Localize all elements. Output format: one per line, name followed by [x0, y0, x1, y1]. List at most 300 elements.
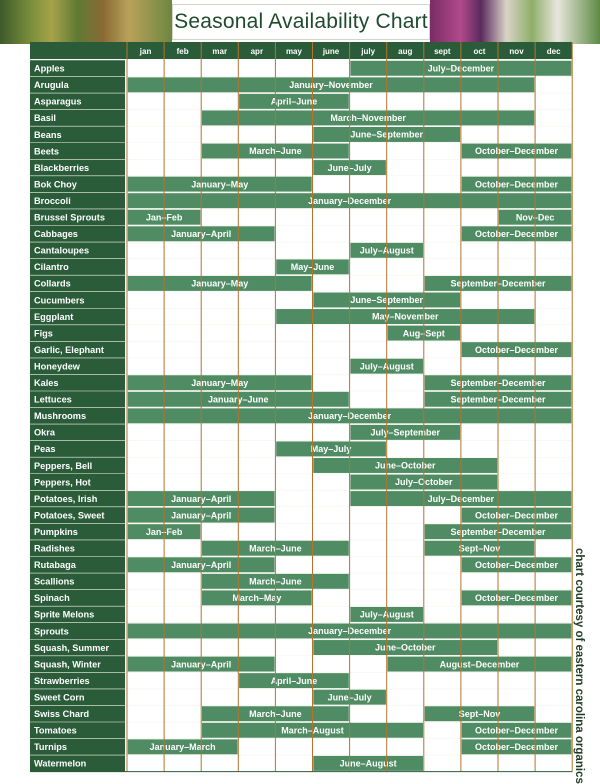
- item-label: Garlic, Elephant: [34, 344, 104, 355]
- empty-cell: [165, 293, 201, 308]
- empty-cell: [425, 756, 461, 771]
- empty-cell: [128, 259, 164, 274]
- empty-cell: [462, 425, 498, 440]
- item-label: Cantaloupes: [34, 245, 90, 256]
- empty-cell: [462, 441, 498, 456]
- empty-cell: [128, 243, 164, 258]
- empty-cell: [202, 441, 238, 456]
- empty-cell: [276, 475, 312, 490]
- period-label: June–August: [339, 758, 397, 769]
- empty-cell: [239, 441, 275, 456]
- period-label: January–May: [191, 377, 249, 388]
- item-label: Cucumbers: [34, 295, 85, 306]
- empty-cell: [350, 739, 386, 754]
- empty-cell: [202, 458, 238, 473]
- period-label: March–June: [249, 576, 302, 587]
- empty-cell: [239, 160, 275, 175]
- empty-cell: [536, 425, 572, 440]
- month-label: aug: [398, 47, 413, 56]
- empty-cell: [165, 425, 201, 440]
- empty-cell: [276, 293, 312, 308]
- empty-cell: [499, 690, 535, 705]
- empty-cell: [499, 475, 535, 490]
- empty-cell: [350, 574, 386, 589]
- period-label: April–June: [270, 675, 318, 686]
- empty-cell: [388, 673, 424, 688]
- empty-cell: [536, 607, 572, 622]
- empty-cell: [239, 607, 275, 622]
- period-label: July–December: [427, 493, 495, 504]
- empty-cell: [128, 475, 164, 490]
- empty-cell: [425, 590, 461, 605]
- empty-cell: [462, 127, 498, 142]
- item-label: Radishes: [34, 543, 75, 554]
- period-label: January–May: [191, 278, 249, 289]
- empty-cell: [202, 259, 238, 274]
- empty-cell: [128, 160, 164, 175]
- item-label: Beets: [34, 146, 60, 157]
- empty-cell: [499, 127, 535, 142]
- item-label: Peppers, Hot: [34, 477, 91, 488]
- empty-cell: [350, 259, 386, 274]
- period-label: January–April: [171, 510, 232, 521]
- empty-cell: [388, 160, 424, 175]
- item-label: Cilantro: [34, 262, 69, 273]
- empty-cell: [388, 524, 424, 539]
- empty-cell: [239, 458, 275, 473]
- empty-cell: [128, 590, 164, 605]
- period-label: July–December: [427, 63, 495, 74]
- item-label: Swiss Chard: [34, 709, 90, 720]
- item-label: Arugula: [34, 80, 69, 91]
- empty-cell: [350, 590, 386, 605]
- empty-cell: [350, 657, 386, 672]
- period-label: Nov–Dec: [515, 212, 555, 223]
- empty-cell: [239, 243, 275, 258]
- item-label: Rutabaga: [34, 560, 76, 571]
- empty-cell: [499, 640, 535, 655]
- empty-cell: [128, 574, 164, 589]
- month-label: sept: [434, 47, 451, 56]
- empty-cell: [499, 359, 535, 374]
- empty-cell: [350, 557, 386, 572]
- empty-cell: [128, 94, 164, 109]
- empty-cell: [276, 160, 312, 175]
- empty-cell: [313, 524, 349, 539]
- item-label: Figs: [34, 328, 53, 339]
- empty-cell: [425, 243, 461, 258]
- empty-cell: [313, 226, 349, 241]
- empty-cell: [536, 110, 572, 125]
- item-label: Blackberries: [34, 162, 90, 173]
- empty-cell: [165, 673, 201, 688]
- empty-cell: [165, 574, 201, 589]
- empty-cell: [462, 607, 498, 622]
- month-label: nov: [509, 47, 524, 56]
- empty-cell: [128, 723, 164, 738]
- empty-cell: [536, 259, 572, 274]
- period-label: July–August: [359, 609, 414, 620]
- empty-cell: [313, 590, 349, 605]
- empty-cell: [128, 326, 164, 341]
- credit-text: chart courtesy of eastern carolina organics: [573, 548, 585, 784]
- empty-cell: [276, 524, 312, 539]
- empty-cell: [388, 259, 424, 274]
- empty-cell: [165, 127, 201, 142]
- period-label: August–December: [439, 659, 520, 670]
- period-label: September–December: [450, 526, 546, 537]
- empty-cell: [165, 706, 201, 721]
- item-label: Basil: [34, 113, 56, 124]
- empty-cell: [276, 342, 312, 357]
- empty-cell: [350, 326, 386, 341]
- period-label: Sept–Nov: [458, 708, 501, 719]
- empty-cell: [499, 243, 535, 258]
- empty-cell: [239, 739, 275, 754]
- empty-cell: [202, 309, 238, 324]
- empty-cell: [388, 508, 424, 523]
- empty-cell: [499, 293, 535, 308]
- period-label: October–December: [475, 725, 559, 736]
- empty-cell: [536, 441, 572, 456]
- empty-cell: [239, 309, 275, 324]
- period-label: January–November: [289, 80, 373, 91]
- empty-cell: [350, 226, 386, 241]
- empty-cell: [313, 342, 349, 357]
- item-label: Tomatoes: [34, 725, 77, 736]
- month-label: jan: [139, 47, 152, 56]
- empty-cell: [276, 690, 312, 705]
- period-label: October–December: [475, 510, 559, 521]
- empty-cell: [536, 673, 572, 688]
- empty-cell: [165, 541, 201, 556]
- period-label: January–May: [191, 179, 249, 190]
- empty-cell: [425, 259, 461, 274]
- empty-cell: [388, 574, 424, 589]
- empty-cell: [276, 557, 312, 572]
- period-label: January–December: [308, 411, 392, 422]
- empty-cell: [313, 657, 349, 672]
- empty-cell: [239, 293, 275, 308]
- empty-cell: [499, 259, 535, 274]
- empty-cell: [388, 590, 424, 605]
- period-label: October–December: [475, 742, 559, 753]
- empty-cell: [128, 127, 164, 142]
- empty-cell: [276, 756, 312, 771]
- empty-cell: [499, 441, 535, 456]
- empty-cell: [276, 607, 312, 622]
- period-label: January–March: [149, 742, 216, 753]
- empty-cell: [536, 127, 572, 142]
- empty-cell: [536, 475, 572, 490]
- month-label: oct: [473, 47, 486, 56]
- item-label: Sprouts: [34, 626, 69, 637]
- month-label: june: [322, 47, 340, 56]
- empty-cell: [165, 110, 201, 125]
- empty-cell: [165, 259, 201, 274]
- period-label: March–November: [330, 113, 406, 124]
- item-label: Beans: [34, 129, 62, 140]
- empty-cell: [239, 259, 275, 274]
- empty-cell: [313, 359, 349, 374]
- empty-cell: [462, 756, 498, 771]
- empty-cell: [128, 458, 164, 473]
- empty-cell: [313, 177, 349, 192]
- empty-cell: [536, 94, 572, 109]
- empty-cell: [202, 673, 238, 688]
- empty-cell: [536, 309, 572, 324]
- empty-cell: [202, 61, 238, 76]
- period-label: June–October: [374, 460, 436, 471]
- period-label: January–December: [308, 195, 392, 206]
- empty-cell: [202, 160, 238, 175]
- empty-cell: [276, 243, 312, 258]
- empty-cell: [276, 640, 312, 655]
- period-label: June–July: [327, 162, 372, 173]
- period-label: May–June: [290, 262, 335, 273]
- item-label: Peas: [34, 444, 56, 455]
- empty-cell: [239, 359, 275, 374]
- period-label: March–June: [249, 543, 302, 554]
- empty-cell: [202, 524, 238, 539]
- empty-cell: [313, 326, 349, 341]
- empty-cell: [202, 359, 238, 374]
- item-label: Watermelon: [34, 758, 87, 769]
- empty-cell: [425, 673, 461, 688]
- empty-cell: [499, 756, 535, 771]
- empty-cell: [313, 739, 349, 754]
- period-label: June–October: [374, 642, 436, 653]
- period-label: March–August: [281, 725, 344, 736]
- empty-cell: [239, 756, 275, 771]
- empty-cell: [276, 657, 312, 672]
- empty-cell: [425, 226, 461, 241]
- empty-cell: [425, 177, 461, 192]
- empty-cell: [388, 541, 424, 556]
- empty-cell: [425, 508, 461, 523]
- item-label: Brussel Sprouts: [34, 212, 105, 223]
- empty-cell: [388, 739, 424, 754]
- empty-cell: [425, 94, 461, 109]
- empty-cell: [462, 690, 498, 705]
- empty-cell: [313, 210, 349, 225]
- empty-cell: [202, 127, 238, 142]
- empty-cell: [165, 640, 201, 655]
- empty-cell: [350, 210, 386, 225]
- empty-cell: [313, 375, 349, 390]
- empty-cell: [202, 326, 238, 341]
- empty-cell: [499, 574, 535, 589]
- item-label: Broccoli: [34, 195, 71, 206]
- empty-cell: [350, 392, 386, 407]
- empty-cell: [462, 210, 498, 225]
- period-label: October–December: [475, 344, 559, 355]
- empty-cell: [313, 557, 349, 572]
- empty-cell: [165, 690, 201, 705]
- empty-cell: [165, 458, 201, 473]
- month-label: feb: [176, 47, 189, 56]
- period-label: September–December: [450, 377, 546, 388]
- period-label: October–December: [475, 559, 559, 570]
- empty-cell: [388, 226, 424, 241]
- empty-cell: [388, 210, 424, 225]
- empty-cell: [425, 607, 461, 622]
- empty-cell: [313, 61, 349, 76]
- empty-cell: [425, 160, 461, 175]
- empty-cell: [128, 673, 164, 688]
- empty-cell: [276, 359, 312, 374]
- item-label: Mushrooms: [34, 411, 87, 422]
- empty-cell: [276, 508, 312, 523]
- empty-cell: [536, 690, 572, 705]
- empty-cell: [462, 94, 498, 109]
- empty-cell: [462, 326, 498, 341]
- period-label: September–December: [450, 394, 546, 405]
- empty-cell: [350, 342, 386, 357]
- empty-cell: [239, 640, 275, 655]
- item-label: Squash, Winter: [34, 659, 101, 670]
- empty-cell: [128, 144, 164, 159]
- empty-cell: [276, 491, 312, 506]
- empty-cell: [239, 61, 275, 76]
- empty-cell: [536, 243, 572, 258]
- empty-cell: [202, 342, 238, 357]
- empty-cell: [425, 557, 461, 572]
- item-label: Collards: [34, 278, 71, 289]
- period-label: June–July: [327, 692, 372, 703]
- item-label: Bok Choy: [34, 179, 77, 190]
- period-label: July–August: [359, 245, 414, 256]
- item-label: Eggplant: [34, 311, 74, 322]
- month-label: apr: [250, 47, 264, 56]
- item-label: Sprite Melons: [34, 609, 95, 620]
- empty-cell: [313, 475, 349, 490]
- period-label: October–December: [475, 593, 559, 604]
- empty-cell: [165, 441, 201, 456]
- empty-cell: [128, 425, 164, 440]
- empty-cell: [388, 441, 424, 456]
- period-label: September–December: [450, 278, 546, 289]
- empty-cell: [165, 342, 201, 357]
- empty-cell: [462, 673, 498, 688]
- empty-cell: [128, 293, 164, 308]
- empty-cell: [425, 359, 461, 374]
- item-label: Honeydew: [34, 361, 80, 372]
- empty-cell: [425, 574, 461, 589]
- empty-cell: [350, 706, 386, 721]
- empty-cell: [202, 640, 238, 655]
- empty-cell: [276, 127, 312, 142]
- empty-cell: [536, 160, 572, 175]
- period-label: Jan–Feb: [145, 212, 183, 223]
- empty-cell: [350, 541, 386, 556]
- empty-cell: [536, 359, 572, 374]
- empty-cell: [536, 77, 572, 92]
- empty-cell: [499, 607, 535, 622]
- empty-cell: [239, 690, 275, 705]
- empty-cell: [165, 607, 201, 622]
- empty-cell: [350, 375, 386, 390]
- empty-cell: [128, 756, 164, 771]
- chart-title: Seasonal Availability Chart: [174, 10, 428, 33]
- item-label: Kales: [34, 378, 59, 389]
- empty-cell: [536, 756, 572, 771]
- empty-cell: [425, 144, 461, 159]
- empty-cell: [462, 293, 498, 308]
- empty-cell: [239, 425, 275, 440]
- empty-cell: [462, 243, 498, 258]
- empty-cell: [128, 690, 164, 705]
- empty-cell: [425, 739, 461, 754]
- empty-cell: [350, 276, 386, 291]
- empty-cell: [388, 557, 424, 572]
- period-label: January–April: [171, 659, 232, 670]
- item-label: Asparagus: [34, 96, 82, 107]
- empty-cell: [165, 590, 201, 605]
- empty-cell: [202, 425, 238, 440]
- empty-cell: [165, 243, 201, 258]
- empty-cell: [313, 508, 349, 523]
- empty-cell: [425, 342, 461, 357]
- period-label: June–September: [350, 129, 423, 140]
- item-label: Lettuces: [34, 394, 72, 405]
- item-label: Cabbages: [34, 229, 78, 240]
- empty-cell: [425, 723, 461, 738]
- empty-cell: [128, 342, 164, 357]
- empty-cell: [128, 706, 164, 721]
- empty-cell: [388, 342, 424, 357]
- empty-cell: [128, 309, 164, 324]
- period-label: July–October: [395, 477, 453, 488]
- empty-cell: [350, 508, 386, 523]
- empty-cell: [202, 243, 238, 258]
- empty-cell: [128, 640, 164, 655]
- empty-cell: [165, 144, 201, 159]
- period-label: March–June: [249, 708, 302, 719]
- empty-cell: [388, 690, 424, 705]
- period-label: January–April: [171, 228, 232, 239]
- empty-cell: [165, 326, 201, 341]
- empty-cell: [425, 441, 461, 456]
- empty-cell: [276, 226, 312, 241]
- empty-cell: [350, 144, 386, 159]
- period-label: May–July: [310, 444, 352, 455]
- empty-cell: [388, 177, 424, 192]
- period-label: Sept–Nov: [458, 543, 501, 554]
- month-label: mar: [212, 47, 228, 56]
- empty-cell: [499, 458, 535, 473]
- empty-cell: [536, 541, 572, 556]
- empty-cell: [128, 541, 164, 556]
- month-label: july: [361, 47, 376, 56]
- empty-cell: [165, 359, 201, 374]
- period-label: March–June: [249, 146, 302, 157]
- empty-cell: [350, 94, 386, 109]
- empty-cell: [313, 276, 349, 291]
- period-label: January–June: [208, 394, 269, 405]
- empty-cell: [165, 723, 201, 738]
- empty-cell: [536, 458, 572, 473]
- empty-cell: [165, 61, 201, 76]
- empty-cell: [462, 160, 498, 175]
- empty-cell: [239, 475, 275, 490]
- empty-cell: [239, 210, 275, 225]
- empty-cell: [165, 756, 201, 771]
- empty-cell: [313, 243, 349, 258]
- empty-cell: [202, 94, 238, 109]
- period-label: July–August: [359, 361, 414, 372]
- period-label: October–December: [475, 146, 559, 157]
